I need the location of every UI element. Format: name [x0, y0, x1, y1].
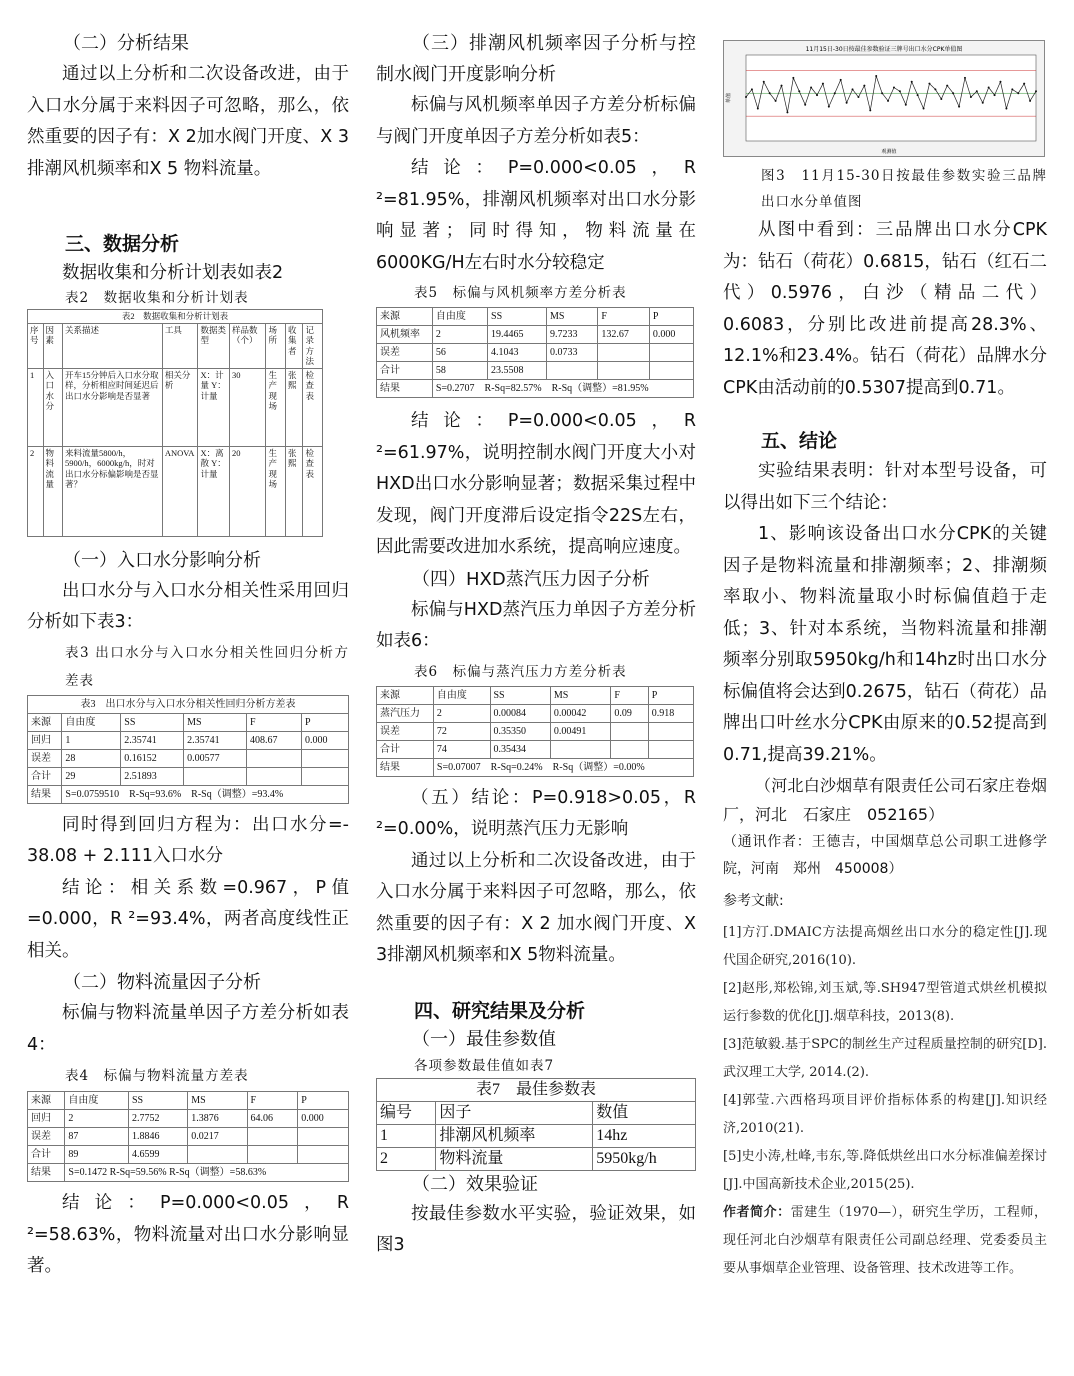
para-concl-2: 1、影响该设备出口水分CPK的关键因子是物料流量和排潮频率；2、排潮频率取小、物料流量取小时标偏值趋于走低；3、针对本系统，当物料流量和排潮频率分别取5950kg/h和14hz时出口水分标偏值将会达到0.2675，钻石（荷花）品牌出口叶丝水分CPK由原来的0.52提高到0.71,提高39.21%。	[723, 524, 1047, 765]
table-row	[377, 740, 694, 758]
data-point	[846, 102, 848, 104]
para-data-plan: 数据收集和分析计划表如表2	[62, 263, 284, 283]
data-point	[999, 81, 1001, 83]
data-point	[798, 90, 800, 92]
data-point	[946, 85, 948, 87]
heading-results: 四、研究结果及分析	[414, 999, 586, 1022]
data-point	[893, 86, 895, 88]
table-cell: 数据类型	[198, 323, 230, 368]
table-row	[28, 446, 323, 536]
table-cell: 2.35741	[184, 731, 247, 749]
data-point	[994, 94, 996, 96]
author-label: 作者简介：	[723, 1205, 791, 1220]
data-point	[1035, 90, 1037, 92]
table-cell: 28	[62, 749, 121, 767]
table-cell: SS	[128, 1092, 187, 1110]
table-cell: 0.00042	[550, 704, 610, 722]
data-point	[763, 81, 765, 83]
para-conclusion-3: 结论：P=0.000<0.05，R ²=81.95%，排潮风机频率对出口水分影响显著；同时得知，物料流量在6000KG/H左右时水分较稳定	[376, 158, 696, 273]
table-cell: 张熙	[285, 446, 303, 536]
data-point	[1005, 108, 1007, 110]
table-cell	[648, 740, 693, 758]
table-header-row	[28, 1092, 349, 1110]
table-cell	[598, 344, 649, 362]
para-conclusion-4: 结论：P=0.000<0.05，R ²=61.97%，说明控制水阀门开度大小对HXD出口水分影响显著；数据采集过程中发现，阀门开度滞后设定指令22S左右，因此需要改进加水系统，提高响应速度。	[376, 411, 696, 557]
heading-verify: （二）效果验证	[412, 1173, 538, 1195]
table-header-row	[377, 1101, 696, 1124]
table-cell: X：计量 Y：计量	[198, 368, 230, 446]
para-flow: 标偏与物料流量单因子方差分析如表4：	[27, 1003, 349, 1055]
data-point	[911, 81, 913, 83]
table-cell: 来源	[28, 1092, 65, 1110]
table-cell: 来源	[28, 713, 62, 731]
table-cell: 30	[230, 368, 266, 446]
table-cell	[649, 344, 693, 362]
table-cell: 0.00084	[490, 704, 550, 722]
table-cell: 0.0733	[546, 344, 597, 362]
data-point	[810, 86, 812, 88]
para-concl-1: 实验结果表明：针对本型号设备，可以得出如下三个结论：	[723, 461, 1047, 513]
data-point	[964, 77, 966, 79]
table-2	[27, 309, 323, 537]
data-point	[792, 77, 794, 79]
table-cell: F	[247, 1092, 298, 1110]
para-conclusion-2: 结论：P=0.000<0.05，R ²=58.63%，物料流量对出口水分影响显著。	[27, 1193, 349, 1276]
data-point	[1029, 100, 1031, 102]
table-cell: 自由度	[432, 308, 487, 326]
heading-analysis-result: （二）分析结果	[63, 33, 189, 54]
table-cell: F	[247, 713, 302, 731]
table-result-row	[28, 785, 349, 803]
table-cell: 23.5508	[488, 362, 547, 380]
table-cell: 检查表	[303, 368, 323, 446]
data-point	[899, 90, 901, 92]
data-point	[863, 85, 865, 87]
table-row	[28, 1146, 349, 1164]
result-label: 结果	[28, 1164, 65, 1182]
table-row	[377, 362, 694, 380]
data-point	[822, 83, 824, 85]
table-row	[377, 722, 694, 740]
result-value: S=0.1472 R-Sq=59.56% R-Sq（调整）=58.63%	[65, 1164, 349, 1182]
table-header-row	[377, 686, 694, 704]
para-inlet: 出口水分与入口水分相关性采用回归分析如下表3：	[27, 580, 349, 632]
data-point	[781, 85, 783, 87]
table-cell	[611, 740, 648, 758]
table-result-row	[28, 1164, 349, 1182]
data-point	[1011, 88, 1013, 90]
table-cell	[611, 722, 648, 740]
table-cell: 来源	[377, 686, 434, 704]
table-3	[27, 695, 349, 804]
reference-item: [5]史小涛,杜峰,韦东,等.降低烘丝出口水分标准偏差探讨[J].中国高新技术企业,2015(25).	[723, 1149, 1047, 1192]
data-point	[751, 88, 753, 90]
table-row	[377, 1124, 696, 1147]
table-cell: 编号	[377, 1101, 436, 1124]
table-4	[27, 1091, 349, 1182]
table3-title: 表3 出口水分与入口水分相关性回归分析方差表	[28, 695, 349, 713]
table-cell: 1	[62, 731, 121, 749]
table-cell: 0.000	[298, 1110, 349, 1128]
table-cell: 1	[377, 1124, 436, 1147]
table-cell	[598, 362, 649, 380]
data-point	[976, 90, 978, 92]
result-value: S=0.2707 R-Sq=82.57% R-Sq（调整）=81.95%	[432, 380, 693, 398]
para-regression-eq: 同时得到回归方程为：出口水分=- 38.08 + 2.111入口水分	[27, 814, 349, 866]
table-cell: 物料流量	[436, 1147, 593, 1170]
data-point	[970, 96, 972, 98]
table-cell: 样品数（个）	[230, 323, 266, 368]
table-cell: F	[611, 686, 648, 704]
author-bio	[723, 1199, 1047, 1283]
table-cell: 物料流量	[43, 446, 62, 536]
plot-area	[746, 55, 1036, 141]
table-cell: 序号	[28, 323, 44, 368]
table-cell: 排潮风机频率	[436, 1124, 593, 1147]
para-analysis-result: 通过以上分析和二次设备改进，由于入口水分属于来料因子可忽略，那么，依然重要的因子有：X 2加水阀门开度、X 3排潮风机频率和X 5 物料流量。	[27, 64, 349, 179]
table4-caption: 表4 标偏与物料流量方差表	[65, 1068, 249, 1084]
table-cell: 408.67	[247, 731, 302, 749]
table-cell: MS	[550, 686, 610, 704]
table-row	[28, 368, 323, 446]
figure-3-chart	[723, 40, 1045, 157]
table-cell: 89	[65, 1146, 129, 1164]
heading-inlet: （一）入口水分影响分析	[63, 549, 261, 571]
table-cell: 自由度	[62, 713, 121, 731]
table-row	[377, 326, 694, 344]
table-cell: 2	[433, 704, 490, 722]
heading-data-analysis: 三、数据分析	[65, 233, 180, 255]
para-conclusion-5: （五）结论：P=0.918>0.05，R ²=0.00%，说明蒸汽压力无影响	[376, 787, 696, 839]
table-cell: 相关分析	[162, 368, 198, 446]
table-cell: 来料流量5800/h，5900/h，6000kg/h，时对出口水分标偏影响是否显著？	[62, 446, 162, 536]
table-cell: SS	[488, 308, 547, 326]
table-cell: 合计	[377, 362, 433, 380]
table-cell: 5950kg/h	[593, 1147, 696, 1170]
data-point	[952, 92, 954, 94]
table-cell	[247, 1146, 298, 1164]
table-cell: 数值	[593, 1101, 696, 1124]
table-cell: MS	[188, 1092, 247, 1110]
heading-best-params: （一）最佳参数值	[412, 1028, 556, 1050]
data-point	[816, 94, 818, 96]
table-cell: 56	[432, 344, 487, 362]
table-cell: 4.6599	[128, 1146, 187, 1164]
table-cell: P	[649, 308, 693, 326]
data-point	[1023, 83, 1025, 85]
table-cell: 64.06	[247, 1110, 298, 1128]
figure-3-caption: 图3 11月15-30日按最佳参数实验三品牌出口水分单值图	[761, 168, 1047, 210]
table-result-row	[377, 380, 694, 398]
table-cell: 回归	[28, 731, 62, 749]
table-cell: 误差	[377, 344, 433, 362]
table-cell: P	[298, 1092, 349, 1110]
data-point	[982, 102, 984, 104]
table-cell: 来源	[377, 308, 433, 326]
table-row	[28, 1128, 349, 1146]
table-cell	[184, 767, 247, 785]
table-5	[376, 307, 694, 398]
table-cell: 1.3876	[188, 1110, 247, 1128]
table-cell: 张熙	[285, 368, 303, 446]
table-cell: 0.00491	[550, 722, 610, 740]
author-text: 雷建生（1970—），研究生学历，工程师，现任河北白沙烟草有限责任公司副总经理、党委委员主要从事烟草企业管理、设备管理、技术改进等工作。	[723, 1205, 1047, 1276]
refs-title: 参考文献:	[723, 893, 784, 909]
data-point	[852, 88, 854, 90]
table-cell: 自由度	[433, 686, 490, 704]
data-point	[786, 111, 788, 113]
table-cell: 9.7233	[546, 326, 597, 344]
table-cell	[546, 362, 597, 380]
table-cell: 合计	[28, 1146, 65, 1164]
table-cell: 合计	[377, 740, 434, 758]
table-cell: 14hz	[593, 1124, 696, 1147]
table-cell: 2.7752	[128, 1110, 187, 1128]
data-point	[857, 96, 859, 98]
table-row	[28, 731, 349, 749]
table-cell: P	[301, 713, 348, 731]
data-point	[1017, 92, 1019, 94]
data-point	[875, 75, 877, 77]
table-cell: 误差	[28, 749, 62, 767]
result-label: 结果	[377, 758, 434, 776]
table-cell: X：离散 Y：计量	[198, 446, 230, 536]
table-cell: 2.35741	[121, 731, 184, 749]
reference-item: [1]方汀.DMAIC方法提高烟丝出口水分的稳定性[J].现代国企研究,2016(10).	[723, 925, 1047, 968]
heading-steam: （四）HXD蒸汽压力因子分析	[412, 568, 650, 590]
table-cell: 19.4465	[488, 326, 547, 344]
para-corresponding: （通讯作者：王德吉，中国烟草总公司职工进修学院，河南 郑州 450008）	[723, 834, 1047, 877]
table-cell	[301, 767, 348, 785]
table-cell: 0.000	[301, 731, 348, 749]
table-6	[376, 686, 694, 777]
reference-item: [3]范敏毅.基于SPC的制丝生产过程质量控制的研究[D].武汉理工大学, 2014.(2).	[723, 1037, 1047, 1080]
table-header-row	[377, 308, 694, 326]
table-cell	[188, 1146, 247, 1164]
table-cell: 检查表	[303, 446, 323, 536]
heading-fan: （三）排潮风机频率因子分析与控制水阀门开度影响分析	[376, 33, 696, 85]
reference-item: [2]赵彤,郑松锦,刘玉斌,等.SH947型管道式烘丝机模拟运行参数的优化[J].烟草科技，2013(8).	[723, 981, 1047, 1024]
table-header-row	[28, 713, 349, 731]
para-figure: 从图中看到：三品牌出口水分CPK为：钻石（荷花）0.6815，钻石（红石二代）0.5976，白沙（精品二代）0.6083，分别比改进前提高28.3%、12.1%和23.4%。钻石（荷花）品牌水分CPK由活动前的0.5307提高到0.71。	[723, 220, 1047, 398]
table-7	[376, 1078, 696, 1171]
chart-xlabel: 观测值	[881, 149, 897, 155]
table-cell	[298, 1146, 349, 1164]
table-row	[28, 749, 349, 767]
table5-caption: 表5 标偏与风机频率方差分析表	[414, 285, 627, 301]
data-point	[887, 100, 889, 102]
column-3	[723, 40, 1047, 1283]
data-point	[940, 98, 942, 100]
para-affiliation: （河北白沙烟草有限责任公司石家庄卷烟厂，河北 石家庄 052165）	[723, 776, 1047, 824]
table-cell: 0.35434	[490, 740, 550, 758]
data-point	[745, 96, 747, 98]
table-cell: 记录方法	[303, 323, 323, 368]
table-cell: 72	[433, 722, 490, 740]
result-value: S=0.07007 R-Sq=0.24% R-Sq（调整）=0.00%	[433, 758, 693, 776]
data-point	[905, 104, 907, 106]
table-cell: 生产现场	[266, 446, 285, 536]
data-point	[840, 79, 842, 81]
table-cell: 自由度	[65, 1092, 129, 1110]
table3-caption: 表3 出口水分与入口水分相关性回归分析方差表	[65, 644, 349, 689]
table-cell: 0.918	[648, 704, 693, 722]
table-cell	[649, 362, 693, 380]
table-cell	[298, 1128, 349, 1146]
result-label: 结果	[377, 380, 433, 398]
table-cell: 误差	[28, 1128, 65, 1146]
table-cell: 2	[377, 1147, 436, 1170]
table-cell: 合计	[28, 767, 62, 785]
data-point	[834, 92, 836, 94]
table-row	[28, 1110, 349, 1128]
data-point	[757, 108, 759, 110]
table-cell	[301, 749, 348, 767]
table2-title: 表2 数据收集和分析计划表	[28, 310, 323, 324]
table-cell: 74	[433, 740, 490, 758]
table-cell: 场所	[266, 323, 285, 368]
reference-list	[723, 919, 1047, 1199]
heading-flow: （二）物料流量因子分析	[63, 972, 261, 993]
data-point	[958, 106, 960, 108]
table-cell: 蒸汽压力	[377, 704, 434, 722]
table-row	[28, 767, 349, 785]
table-cell: MS	[546, 308, 597, 326]
reference-item: [4]郭莹.六西格玛项目评价指标体系的构建[J].知识经济,2010(21).	[723, 1093, 1047, 1136]
chart-ylabel: 单值	[726, 92, 732, 103]
table-cell: 开车15分钟后入口水分取样，分析相应时间延迟后出口水分影响是否显著	[62, 368, 162, 446]
chart-title: 11月15日-30日按最佳参数验证三牌号出口水分CPK单值图	[805, 46, 963, 53]
table-row	[377, 344, 694, 362]
table-cell: 2	[28, 446, 44, 536]
para-fan: 标偏与风机频率单因子方差分析标偏与阀门开度单因子方差分析如表5：	[376, 95, 696, 147]
table-cell: 4.1043	[488, 344, 547, 362]
data-point	[917, 94, 919, 96]
table-cell: ANOVA	[162, 446, 198, 536]
table-cell: 因素	[43, 323, 62, 368]
table-cell	[648, 722, 693, 740]
table-cell: 风机频率	[377, 326, 433, 344]
data-point	[988, 86, 990, 88]
table-cell: 因子	[436, 1101, 593, 1124]
table-cell: 0.00577	[184, 749, 247, 767]
table-cell: 回归	[28, 1110, 65, 1128]
table-cell: SS	[490, 686, 550, 704]
table-cell: P	[648, 686, 693, 704]
table-cell: 0.000	[649, 326, 693, 344]
column-1	[27, 28, 349, 1283]
para-steam: 标偏与HXD蒸汽压力单因子方差分析如表6：	[376, 599, 696, 651]
table-cell: 58	[432, 362, 487, 380]
table-cell: F	[598, 308, 649, 326]
table-cell: 误差	[377, 722, 434, 740]
table6-caption: 表6 标偏与蒸汽压力方差分析表	[414, 663, 627, 680]
table-cell: 0.16152	[121, 749, 184, 767]
table-cell: 1	[28, 368, 44, 446]
table7-title: 表7 最佳参数表	[377, 1078, 696, 1101]
data-point	[923, 108, 925, 110]
para-summary: 通过以上分析和二次设备改进，由于入口水分属于来料因子可忽略，那么，依然重要的因子有：X 2 加水阀门开度、X 3排潮风机频率和X 5物料流量。	[376, 850, 696, 965]
table-cell: MS	[184, 713, 247, 731]
para-verify: 按最佳参数水平实验，验证效果，如图3	[376, 1203, 696, 1255]
column-2	[376, 28, 696, 1262]
table-cell: 入口水分	[43, 368, 62, 446]
table-cell	[247, 749, 302, 767]
table-cell	[550, 740, 610, 758]
table-cell: 生产现场	[266, 368, 285, 446]
data-point	[934, 88, 936, 90]
table-cell: 0.35350	[490, 722, 550, 740]
data-point	[804, 104, 806, 106]
heading-conclusion: 五、结论	[761, 430, 838, 452]
data-point	[769, 92, 771, 94]
table-cell: 2	[432, 326, 487, 344]
table-cell	[247, 767, 302, 785]
table-cell: 20	[230, 446, 266, 536]
data-point	[928, 83, 930, 85]
table-cell: 0.09	[611, 704, 648, 722]
table-cell: 收集者	[285, 323, 303, 368]
chart-svg	[724, 41, 1044, 156]
table-cell: 关系描述	[62, 323, 162, 368]
result-value: S=0.0759510 R-Sq=93.6% R-Sq（调整）=93.4%	[62, 785, 349, 803]
table-cell: 2.51893	[121, 767, 184, 785]
table-row	[377, 1147, 696, 1170]
data-point	[869, 109, 871, 111]
table-cell: 132.67	[598, 326, 649, 344]
table-cell: 29	[62, 767, 121, 785]
data-point	[881, 92, 883, 94]
table-cell: 87	[65, 1128, 129, 1146]
table-row	[377, 704, 694, 722]
data-point	[775, 100, 777, 102]
table-cell: 0.0217	[188, 1128, 247, 1146]
data-point	[828, 106, 830, 108]
table-cell	[247, 1128, 298, 1146]
table7-caption: 各项参数最佳值如表7	[414, 1057, 555, 1074]
result-label: 结果	[28, 785, 62, 803]
table-result-row	[377, 758, 694, 776]
table-cell: 1.8846	[128, 1128, 187, 1146]
para-conclusion-1: 结论：相关系数=0.967，P值=0.000，R ²=93.4%，两者高度线性正相关。	[27, 877, 349, 961]
table-cell: SS	[121, 713, 184, 731]
table-cell: 2	[65, 1110, 129, 1128]
table2-caption: 表2 数据收集和分析计划表	[65, 290, 249, 306]
table-cell: 工具	[162, 323, 198, 368]
